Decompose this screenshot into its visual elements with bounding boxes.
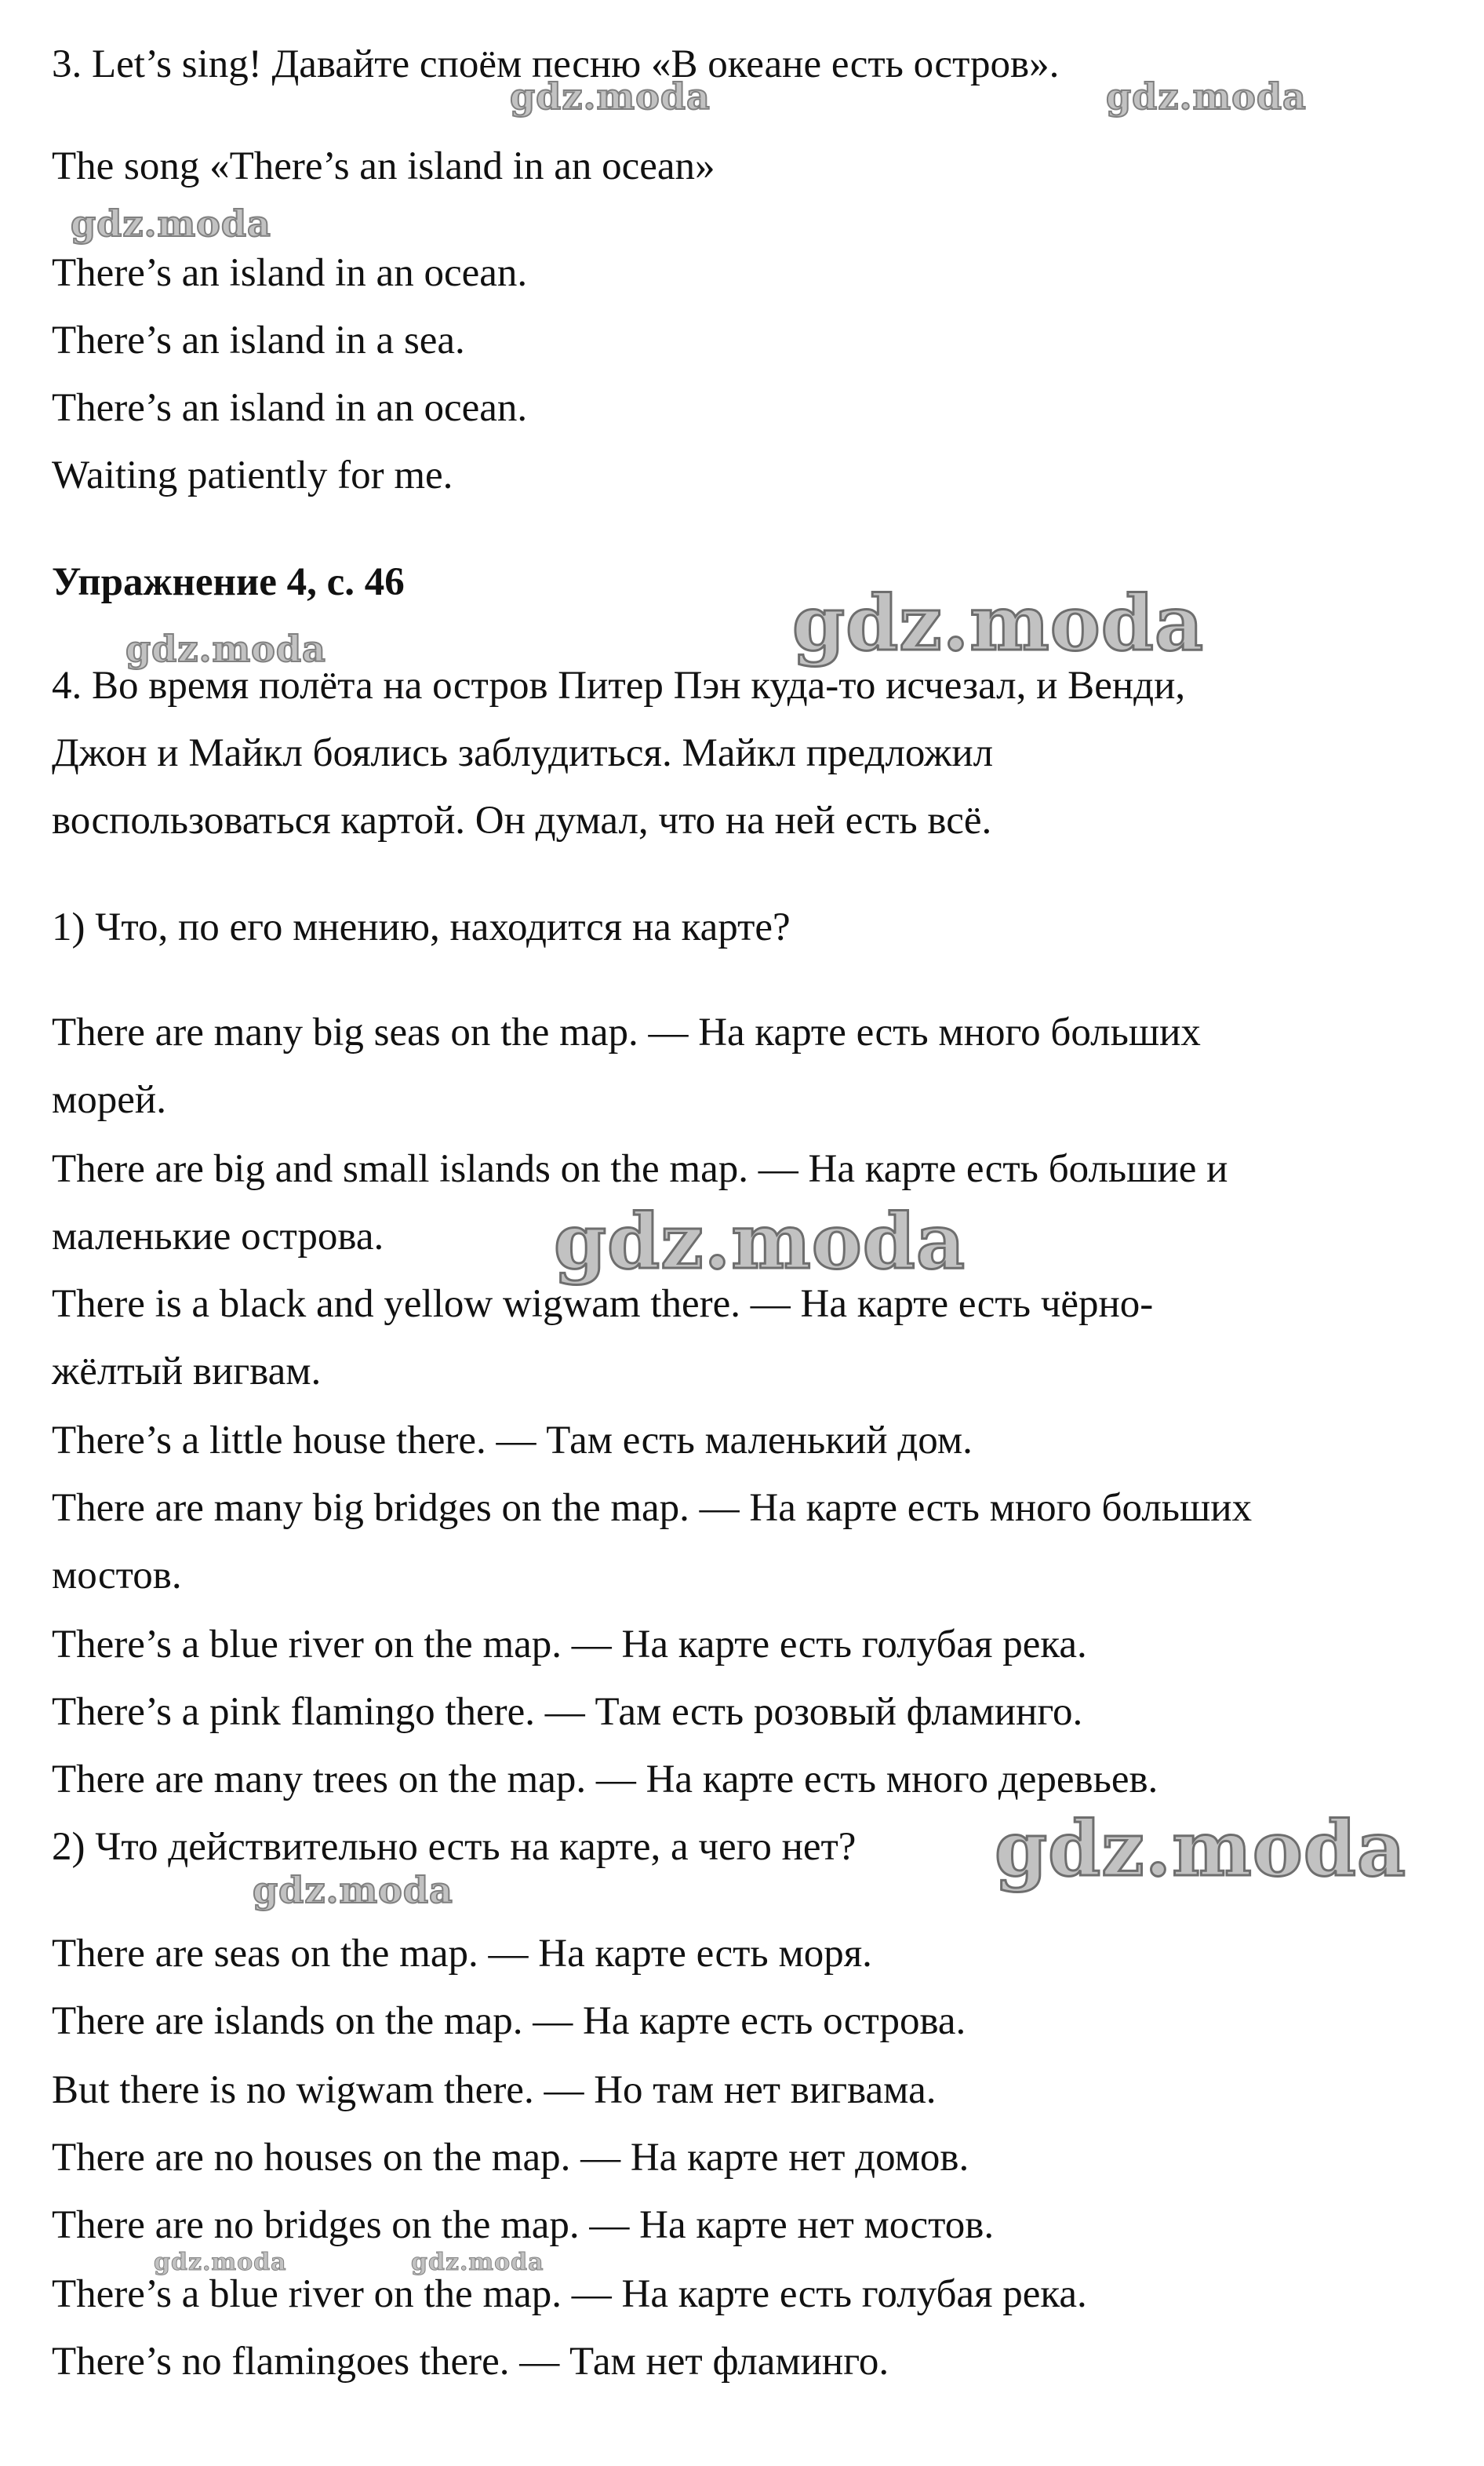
watermark: gdz.moda bbox=[71, 202, 271, 245]
answer-line: There are islands on the map. — На карте есть острова. bbox=[52, 1999, 966, 2043]
watermark: gdz.moda bbox=[253, 1869, 453, 1911]
song-title: The song «There’s an island in an ocean» bbox=[52, 144, 715, 188]
lyric-line: There’s an island in a sea. bbox=[52, 319, 465, 362]
answer-line: There are no bridges on the map. — На карте нет мостов. bbox=[52, 2203, 995, 2247]
answer-line: But there is no wigwam there. — Но там нет вигвама. bbox=[52, 2068, 937, 2112]
answer-line: There’s no flamingoes there. — Там нет фламинго. bbox=[52, 2340, 889, 2384]
question-2: 2) Что действительно есть на карте, а чего нет? bbox=[52, 1825, 857, 1869]
watermark: gdz.moda bbox=[510, 75, 711, 118]
answer-line: There is a black and yellow wigwam there. — На карте есть чёрно- bbox=[52, 1282, 1154, 1326]
answer-line: мостов. bbox=[52, 1554, 182, 1597]
answer-line: маленькие острова. bbox=[52, 1215, 384, 1258]
watermark: gdz.moda bbox=[154, 2249, 287, 2276]
watermark: gdz.moda bbox=[995, 1805, 1407, 1893]
answer-line: There are many big seas on the map. — На карте есть много больших bbox=[52, 1011, 1201, 1055]
answer-line: There are seas on the map. — На карте есть моря. bbox=[52, 1932, 872, 1976]
watermark: gdz.moda bbox=[554, 1197, 966, 1286]
answer-line: There are many trees on the map. — На карте есть много деревьев. bbox=[52, 1758, 1158, 1801]
task-3-line: 3. Let’s sing! Давайте споём песню «В океане есть остров». bbox=[52, 42, 1060, 86]
answer-line: жёлтый вигвам. bbox=[52, 1350, 322, 1393]
answer-line: There’s a blue river on the map. — На карте есть голубая река. bbox=[52, 1623, 1087, 1666]
watermark: gdz.moda bbox=[411, 2249, 544, 2276]
answer-line: There’s a blue river on the map. — На карте есть голубая река. bbox=[52, 2272, 1087, 2316]
watermark: gdz.moda bbox=[792, 579, 1205, 668]
lyric-line: Waiting patiently for me. bbox=[52, 453, 453, 497]
answer-line: There are big and small islands on the map. — На карте есть большие и bbox=[52, 1147, 1228, 1191]
exercise-heading: Упражнение 4, с. 46 bbox=[52, 560, 405, 604]
answer-line: There’s a pink flamingo there. — Там есть розовый фламинго. bbox=[52, 1690, 1083, 1734]
question-1: 1) Что, по его мнению, находится на карте? bbox=[52, 905, 791, 949]
lyric-line: There’s an island in an ocean. bbox=[52, 386, 528, 430]
intro-line: 4. Во время полёта на остров Питер Пэн куда-то исчезал, и Венди, bbox=[52, 664, 1186, 708]
intro-line: воспользоваться картой. Он думал, что на ней есть всё. bbox=[52, 799, 992, 843]
answer-line: There are no houses on the map. — На карте нет домов. bbox=[52, 2136, 969, 2180]
answer-line: There are many big bridges on the map. — На карте есть много больших bbox=[52, 1486, 1253, 1530]
watermark: gdz.moda bbox=[1106, 75, 1307, 118]
intro-line: Джон и Майкл боялись заблудиться. Майкл предложил bbox=[52, 731, 994, 775]
lyric-line: There’s an island in an ocean. bbox=[52, 251, 528, 295]
answer-line: морей. bbox=[52, 1078, 166, 1122]
answer-line: There’s a little house there. — Там есть маленький дом. bbox=[52, 1419, 973, 1462]
watermark: gdz.moda bbox=[125, 628, 326, 670]
